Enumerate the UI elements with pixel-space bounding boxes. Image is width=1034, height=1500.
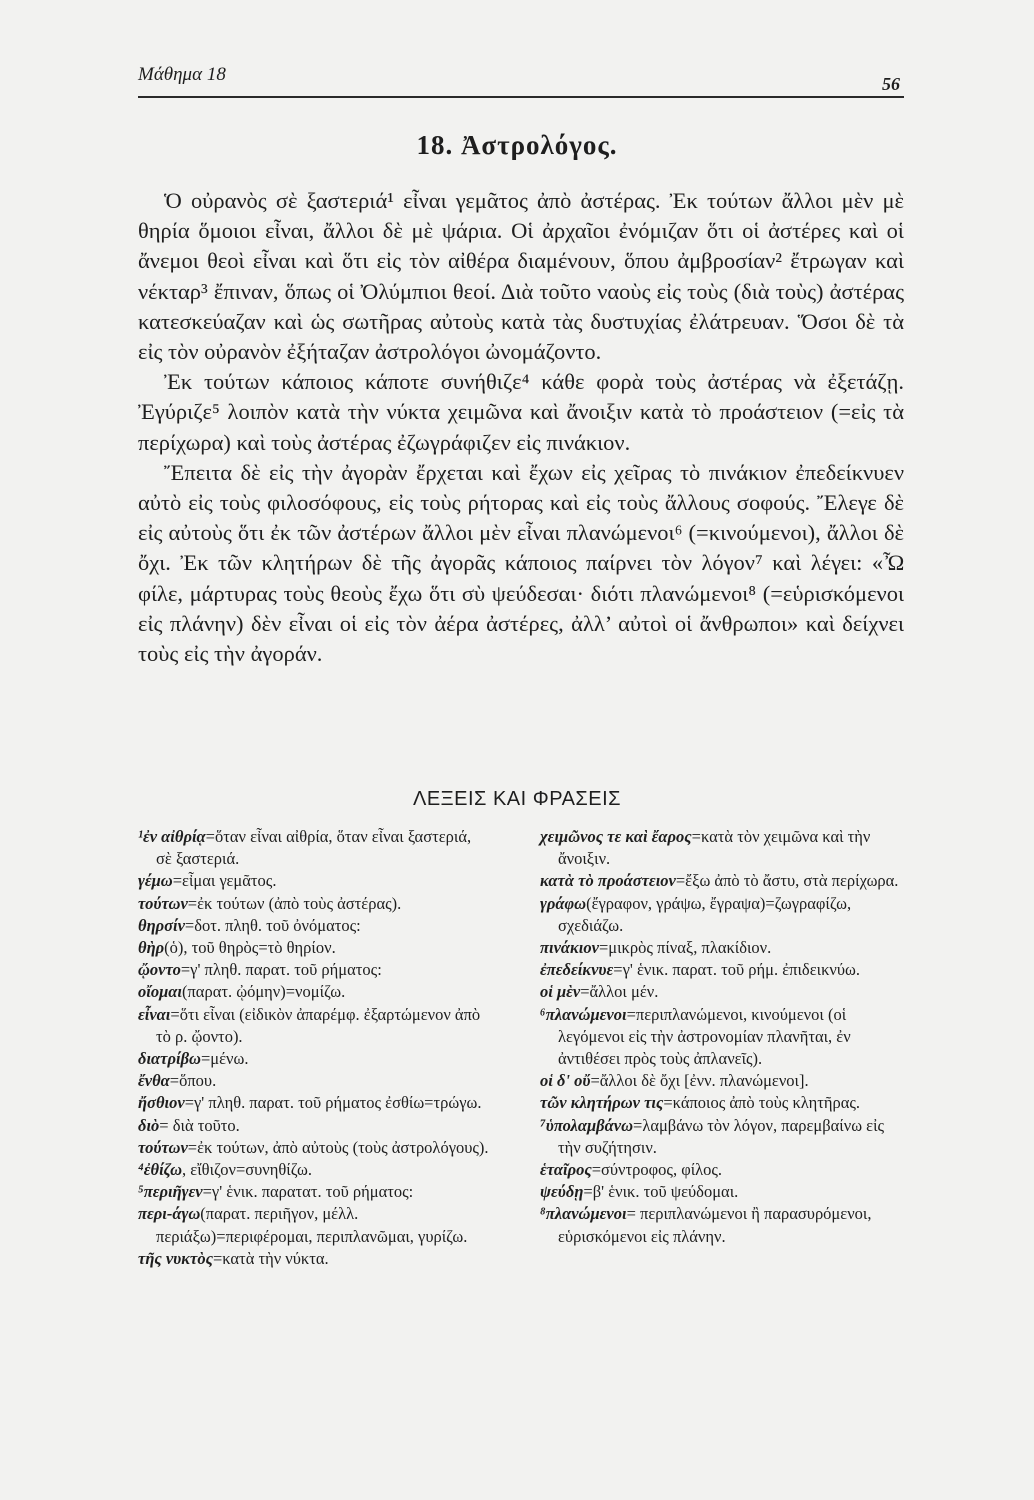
glossary-definition: =κατὰ τὴν νύκτα. [212, 1248, 329, 1268]
glossary-definition: =μικρὸς πίναξ, πλακίδιον. [598, 938, 772, 958]
glossary-term: ἤσθιον [138, 1093, 185, 1113]
glossary-entry [540, 1070, 904, 1092]
glossary-definition: =ὅταν εἶναι αἰθρία, ὅταν εἶναι ξαστεριά, σὲ ξαστεριά. [156, 827, 472, 869]
glossary-entry [540, 981, 904, 1003]
glossary-definition: =ἐκ τούτων, ἀπὸ αὐτοὺς (τοὺς ἀστρολόγους). [187, 1137, 489, 1157]
glossary-entry [138, 1004, 490, 1048]
glossary-entry [138, 937, 490, 959]
glossary-term: πινάκιον [540, 938, 599, 958]
glossary-entry [540, 1004, 904, 1071]
glossary-entry [540, 1181, 904, 1203]
glossary-definition: = περιπλανώμενοι ἢ παρασυρόμενοι, εὑρισκόμενοι εἰς πλάνην. [558, 1204, 872, 1246]
glossary-term: εἶναι [138, 1004, 171, 1024]
glossary-entry [138, 959, 490, 981]
glossary-entry [138, 1203, 490, 1247]
glossary-entry [138, 981, 490, 1003]
glossary-entry [540, 1203, 904, 1247]
glossary-entry [138, 1159, 490, 1181]
glossary-entry [540, 1115, 904, 1159]
glossary-term: τῶν κλητήρων τις [540, 1093, 664, 1113]
paragraph-3: Ἔπειτα δὲ εἰς τὴν ἀγορὰν ἔρχεται καὶ ἔχων εἰς χεῖρας τὸ πινάκιον ἐπεδείκνυεν αὐτὸ εἰς τοὺς φιλοσόφους, εἰς τοὺς ρήτορας καὶ εἰς τοὺς ἄλλους σοφούς. Ἔλεγε δὲ εἰς αὐτοὺς ὅτι ἐκ τῶν ἀστέρων ἄλλοι μὲν εἶναι πλανώμενοι⁶ (=κινούμενοι), ἄλλοι δὲ ὄχι. Ἐκ τῶν κλητήρων δὲ τῆς ἀγορᾶς κάποιος παίρνει τὸν λόγον⁷ καὶ λέγει: «Ὦ φίλε, μάρτυρας τοὺς θεοὺς ἔχω ὅτι σὺ ψεύδεσαι· διότι πλανώμενοι⁸ (=εὑρισκόμενοι εἰς πλάνην) δὲν εἶναι οἱ εἰς τὸν ἀέρα ἀστέρες, ἀλλ’ αὐτοὶ οἱ ἄνθρωποι» καὶ δείχνει τοὺς εἰς τὴν ἀγοράν. [138, 459, 904, 667]
glossary-term: ψεύδῃ [540, 1182, 584, 1202]
glossary-term: ἑταῖρος [540, 1160, 592, 1180]
lesson-title: 18. Ἀστρολόγος. [416, 130, 618, 160]
glossary-definition: =ἔξω ἀπὸ τὸ ἄστυ, στὰ περίχωρα. [675, 871, 899, 891]
glossary-definition: =ὅτι εἶναι (εἰδικὸν ἀπαρέμφ. ἐξαρτώμενον ἀπὸ τὸ ρ. ᾤοντο). [156, 1004, 481, 1046]
glossary-definition: =μένω. [200, 1049, 249, 1069]
running-head [138, 62, 904, 98]
glossary-definition: = διὰ τοῦτο. [159, 1115, 240, 1135]
glossary-definition: (ὁ), τοῦ θηρὸς=τὸ θηρίον. [164, 938, 336, 958]
glossary-definition: =κατὰ τὸν χειμῶνα καὶ τὴν ἄνοιξιν. [558, 827, 871, 869]
glossary-entry [138, 1092, 490, 1114]
paragraph-2: Ἐκ τούτων κάποιος κάποτε συνήθιζε⁴ κάθε φορὰ τοὺς ἀστέρας νὰ ἐξετάζῃ. Ἐγύριζε⁵ λοιπὸν κατὰ τὴν νύκτα χειμῶνα καὶ ἄνοιξιν κατὰ τὸ προάστειον (=εἰς τὰ περίχωρα) καὶ τοὺς ἀστέρας ἐζωγράφιζεν εἰς πινάκιον. [138, 369, 904, 455]
glossary-term: γράφω [540, 893, 587, 913]
glossary-term: ᾤοντο [138, 960, 181, 980]
glossary-term: οἱ μὲν [540, 982, 581, 1002]
glossary-term: θηρσίν [138, 915, 185, 935]
glossary-term: ἔνθα [138, 1071, 170, 1091]
glossary-term: τούτων [138, 1137, 188, 1157]
glossary-entry [138, 1070, 490, 1092]
glossary-entry [138, 1115, 490, 1137]
glossary-term: κατὰ τὸ προάστειον [540, 871, 676, 891]
glossary-entry [540, 1092, 904, 1114]
page-number: 56 [882, 74, 900, 94]
glossary-definition: (παρατ. ᾠόμην)=νομίζω. [181, 982, 346, 1002]
glossary-definition: =λαμβάνω τὸν λόγον, παρεμβαίνω εἰς τὴν συζήτησιν. [558, 1115, 885, 1157]
glossary-entry [138, 1137, 490, 1159]
glossary-definition: , εἴθιζον=συνηθίζω. [182, 1160, 312, 1180]
glossary-heading: ΛΕΞΕΙΣ ΚΑΙ ΦΡΑΣΕΙΣ [412, 788, 622, 810]
glossary-entry [138, 915, 490, 937]
glossary-definition: =κάποιος ἀπὸ τοὺς κλητῆρας. [663, 1093, 861, 1113]
glossary-definition: =β' ἑνικ. τοῦ ψεύδομαι. [583, 1182, 739, 1202]
glossary-definition: (παρατ. περιῆγον, μέλλ. περιάξω)=περιφέρομαι, περιπλανῶμαι, γυρίζω. [156, 1204, 468, 1246]
glossary-entry [540, 893, 904, 937]
glossary-definition: =ἄλλοι μέν. [580, 982, 659, 1002]
glossary-term: διὸ [138, 1115, 160, 1135]
glossary-definition: =σύντροφος, φίλος. [591, 1160, 723, 1180]
glossary-entry [138, 1048, 490, 1070]
glossary-term: ⁵περιῆγεν [138, 1182, 203, 1202]
glossary-definition: =ὅπου. [169, 1071, 217, 1091]
glossary-term: γέμω [138, 871, 173, 891]
glossary-term: τῆς νυκτὸς [138, 1248, 213, 1268]
glossary-term: διατρίβω [138, 1049, 201, 1069]
glossary-entry [138, 1181, 490, 1203]
glossary-term: ⁷ὑπολαμβάνω [540, 1115, 634, 1135]
lesson-label: Μάθημα 18 [138, 64, 226, 85]
glossary-term: ⁶πλανώμενοι [540, 1004, 627, 1024]
glossary-term: οἴομαι [138, 982, 182, 1002]
glossary-term: χειμῶνος τε καὶ ἔαρος [540, 827, 692, 846]
glossary-term: ⁸πλανώμενοι [540, 1204, 627, 1224]
paragraph-1: Ὁ οὐρανὸς σὲ ξαστεριά¹ εἶναι γεμᾶτος ἀπὸ ἀστέρας. Ἐκ τούτων ἄλλοι μὲν μὲ θηρία ὅμοιοι εἶναι, ἄλλοι δὲ μὲ ψάρια. Οἱ ἀρχαῖοι ἐνόμιζαν ὅτι οἱ ἀστέρες καὶ οἱ ἄνεμοι θεοὶ εἶναι καὶ ὅτι εἰς τὸν αἰθέρα διαμένουν, ὅπου ἀμβροσίαν² ἔτρωγαν καὶ νέκταρ³ ἔπιναν, ὅπως οἱ Ὀλύμπιοι θεοί. Διὰ τοῦτο ναοὺς εἰς τοὺς (διὰ τοὺς) ἀστέρας κατεσκεύαζαν καὶ ὡς σωτῆρας αὐτοὺς κατὰ τὰς δυστυχίας ἐλάτρευαν. Ὅσοι δὲ τὰ εἰς τὸν οὐρανὸν ἐξήταζαν ἀστρολόγοι ὠνομάζοντο. [138, 188, 904, 365]
glossary-entry [138, 893, 490, 915]
glossary-column-left [138, 826, 490, 1270]
glossary-entry [138, 870, 490, 892]
glossary-entry [540, 1159, 904, 1181]
glossary-entry [540, 959, 904, 981]
glossary-definition: =δοτ. πληθ. τοῦ ὀνόματος: [184, 915, 361, 935]
glossary-definition: =γ' πληθ. παρατ. τοῦ ρήματος ἐσθίω=τρώγω. [184, 1093, 482, 1113]
glossary-definition: =ἄλλοι δὲ ὄχι [ἐνν. πλανώμενοι]. [590, 1071, 809, 1091]
glossary-definition: =περιπλανώμενοι, κινούμενοι (οἱ λεγόμενοι εἰς τὴν ἀστρονομίαν πλανῆται, ἐν ἀντιθέσει πρὸς τοὺς ἀπλανεῖς). [558, 1004, 851, 1069]
glossary-term: ἐπεδείκνυε [540, 960, 614, 980]
main-text [138, 186, 904, 669]
glossary-term: τούτων [138, 893, 188, 913]
glossary-column-right [540, 826, 904, 1248]
glossary-definition: =ἐκ τούτων (ἀπὸ τοὺς ἀστέρας). [187, 893, 402, 913]
glossary-term: θὴρ [138, 938, 165, 958]
glossary-definition: (ἔγραφον, γράψω, ἔγραψα)=ζωγραφίζω, σχεδιάζω. [558, 893, 852, 935]
glossary-term: οἱ δ' οὔ [540, 1071, 591, 1091]
glossary-entry [540, 870, 904, 892]
glossary-term: ⁴ἐθίζω [138, 1160, 183, 1180]
glossary-entry [540, 826, 904, 870]
glossary-definition: =γ' ἑνικ. παρατατ. τοῦ ρήματος: [202, 1182, 414, 1202]
glossary-entry [540, 937, 904, 959]
glossary-definition: =γ' πληθ. παρατ. τοῦ ρήματος: [180, 960, 382, 980]
glossary-term: περι-άγω [138, 1204, 201, 1224]
glossary-entry [138, 826, 490, 870]
glossary-definition: =γ' ἑνικ. παρατ. τοῦ ρήμ. ἐπιδεικνύω. [613, 960, 860, 980]
glossary-term: ¹ἐν αἰθρίᾳ [138, 827, 206, 846]
glossary-entry [138, 1248, 490, 1270]
glossary-definition: =εἶμαι γεμᾶτος. [172, 871, 277, 891]
